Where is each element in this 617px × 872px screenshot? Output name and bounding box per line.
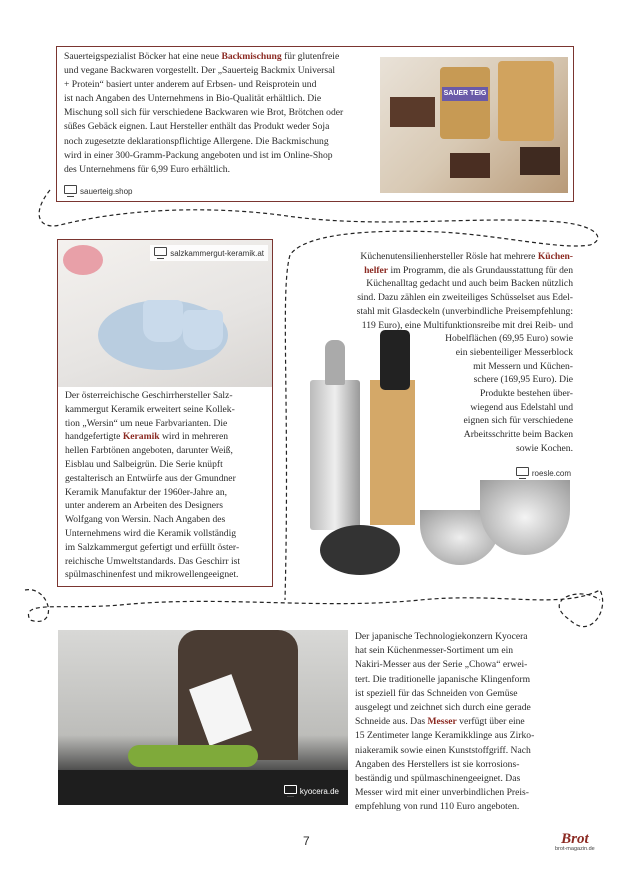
- text-line: schere (169,95 Euro). Die: [473, 374, 573, 386]
- source-label[interactable]: sauerteig.shop: [80, 186, 133, 196]
- text-line: Mischung soll sich für verschiedene Backwaren wie Brot, Brötchen oder: [64, 107, 344, 119]
- article-text-roesle: [305, 250, 573, 456]
- text-line: hat sein Küchenmesser-Sortiment um ein: [355, 645, 514, 657]
- text-line: Wolfgang von Wersin. Nach Angaben des: [65, 514, 226, 526]
- monitor-icon: [64, 185, 77, 194]
- text-line: [64, 50, 343, 64]
- article-text-keramik: [65, 389, 240, 582]
- text-fragment: wird in mehreren: [159, 431, 229, 443]
- text-line: süßes Gebäck eignen. Laut Hersteller enthält das Produkt weder Soja: [64, 121, 330, 133]
- text-line: niakeramik sowie einen Kunststoffgriff. Nach: [355, 744, 531, 756]
- text-fragment: handgefertigte: [65, 431, 123, 443]
- source-link-sauerteig[interactable]: [64, 185, 132, 197]
- text-line: beständig und spülmaschinengeeignet. Das: [355, 773, 521, 785]
- text-line: Küchenalltag gedacht und auch beim Backen nützlich: [366, 278, 573, 290]
- text-line: hellen Farbtönen angeboten, darunter Weiß,: [65, 445, 233, 457]
- brot-logo: [555, 832, 595, 852]
- text-line: sind. Dazu zählen ein zweiteiliges Schüsselset aus Edel-: [357, 292, 573, 304]
- text-line: ist nach Angaben des Unternehmens in Bio-Qualität erhältlich. Die: [64, 93, 322, 105]
- source-link-kyocera[interactable]: [280, 783, 343, 799]
- text-line: tert. Die traditionelle japanische Klingenform: [355, 673, 531, 685]
- pack-label: SAUER TEIG: [442, 87, 488, 101]
- keramik-product-image: [58, 240, 272, 387]
- text-line: Keramik Manufaktur der 1960er-Jahre an,: [65, 486, 228, 498]
- text-fragment: Küchenutensilienhersteller Rösle hat mehrere: [360, 251, 538, 262]
- text-line: [305, 250, 573, 264]
- backmix-product-image: [380, 57, 568, 193]
- source-link-roesle[interactable]: [514, 467, 573, 479]
- text-line: Produkte bestehen über-: [479, 388, 573, 400]
- text-line: spülmaschinenfest und mikrowellengeeignet.: [65, 569, 239, 581]
- monitor-icon: [284, 785, 297, 794]
- text-line: Der österreichische Geschirrhersteller Salz-: [65, 390, 233, 401]
- text-line: + Protein“ basiert unter anderem auf Erbsen- und Reisprotein und: [64, 79, 317, 91]
- source-link-keramik[interactable]: [150, 245, 268, 261]
- text-line: und vegane Backwaren vorgestellt. Der „Sauerteig Backmix Universal: [64, 65, 336, 77]
- text-line: Angaben des Herstellers ist sie korrosions-: [355, 758, 520, 770]
- text-line: tion „Wersin“ um neue Farbvarianten. Die: [65, 417, 228, 429]
- text-line: Nakiri-Messer aus der Serie „Chowa“ erwei-: [355, 659, 528, 671]
- text-line: empfehlung von rund 110 Euro angeboten.: [355, 801, 520, 813]
- page-number: 7: [303, 834, 310, 848]
- text-fragment: Sauerteigspezialist Böcker hat eine neue: [64, 51, 222, 62]
- highlight-keyword[interactable]: Küchen-: [537, 251, 573, 262]
- logo-url: brot-magazin.de: [555, 846, 595, 852]
- text-fragment: im Programm, die als Grundausstattung für den: [388, 264, 573, 276]
- text-fragment: verfügt über eine: [456, 716, 525, 728]
- text-line: [305, 264, 573, 278]
- source-label[interactable]: salzkammergut-keramik.at: [170, 248, 264, 258]
- text-line: Hobelflächen (69,95 Euro) sowie: [445, 333, 573, 345]
- text-line: eignen sich für verschiedene: [463, 415, 573, 427]
- text-fragment: für glutenfreie: [281, 51, 340, 62]
- logo-text: Brot: [561, 831, 589, 847]
- text-line: ausgelegt und zeichnet sich durch eine gerade: [355, 702, 531, 714]
- text-line: [65, 430, 240, 444]
- monitor-icon: [516, 467, 529, 476]
- text-line: sowie Kochen.: [515, 442, 573, 454]
- text-line: Arbeitsschritte beim Backen: [463, 429, 573, 441]
- text-line: ist speziell für das Schneiden von Gemüse: [355, 687, 518, 699]
- text-line: reichische Umweltstandards. Das Geschirr ist: [65, 555, 241, 567]
- text-line: kammergut Keramik erweitert seine Kollek-: [65, 403, 235, 415]
- text-line: gestalterisch an Entwürfe aus der Gmundner: [65, 472, 236, 484]
- text-line: stahl mit Glasdeckeln (unverbindliche Preisempfehlung:: [356, 305, 573, 317]
- text-line: mit Messern und Küchen-: [473, 360, 573, 372]
- monitor-icon: [154, 247, 167, 256]
- text-line: wird in einer 300-Gramm-Packung angeboten und ist im Online-Shop: [64, 149, 333, 161]
- text-line: 119 Euro), eine Multifunktionsreibe mit drei Reib- und: [361, 319, 573, 331]
- text-line: Unternehmens wird die Keramik vollständig: [65, 527, 237, 539]
- source-label[interactable]: kyocera.de: [299, 786, 339, 796]
- text-line: 15 Zentimeter lange Keramikklinge aus Zirko-: [355, 730, 535, 742]
- text-line: des Unternehmens für 6,99 Euro erhältlich.: [64, 163, 230, 175]
- text-line: Eisblau und Salbeigrün. Die Serie knüpft: [65, 458, 223, 470]
- text-line: ein siebenteiliger Messerblock: [455, 346, 573, 358]
- source-label[interactable]: roesle.com: [531, 468, 571, 478]
- text-line: Messer wird mit einer unverbindlichen Preis-: [355, 787, 529, 799]
- text-line: Der japanische Technologiekonzern Kyocera: [355, 631, 528, 642]
- text-line: im Salzkammergut gefertigt und erfüllt öster-: [65, 541, 240, 553]
- text-line: [355, 715, 534, 729]
- kyocera-product-image: [58, 630, 348, 805]
- text-line: unter anderem an Arbeiten des Designers: [65, 500, 223, 512]
- text-line: noch zugesetzte deklarationspflichtige Allergene. Die Backmischung: [64, 135, 329, 147]
- highlight-keyword[interactable]: Messer: [427, 716, 457, 728]
- highlight-keyword[interactable]: Keramik: [122, 431, 160, 443]
- highlight-keyword[interactable]: helfer: [364, 264, 389, 276]
- article-text-kyocera: [355, 630, 534, 815]
- text-line: wiegend aus Edelstahl und: [470, 401, 573, 413]
- article-text-sauerteig: [64, 50, 343, 177]
- text-fragment: Schneide aus. Das: [355, 716, 428, 728]
- highlight-keyword[interactable]: Backmischung: [221, 51, 282, 62]
